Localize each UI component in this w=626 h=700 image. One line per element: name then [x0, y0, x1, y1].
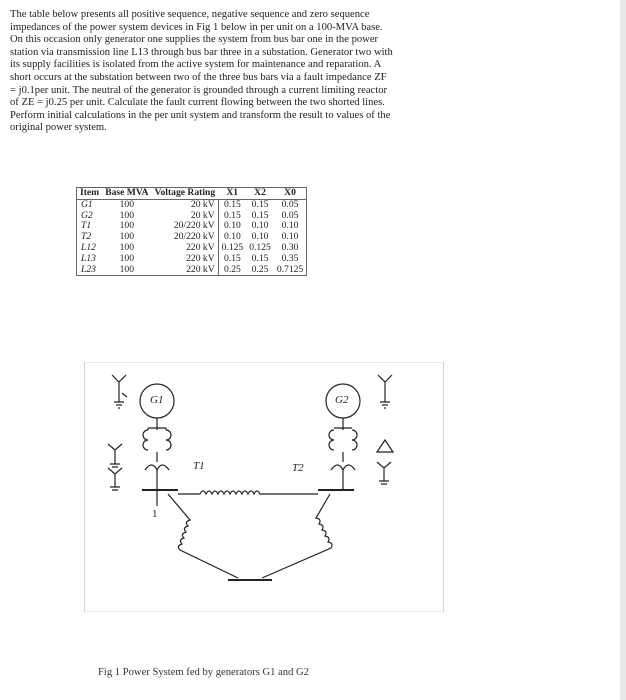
cell-voltage: 20/220 kV [173, 220, 215, 232]
header-voltage-rating: Voltage Rating [151, 188, 218, 200]
cell-voltage: 20/220 kV [173, 231, 215, 243]
figure-caption: Fig 1 Power System fed by generators G1 and G2 [98, 667, 309, 678]
cell-x1: 0.15 [218, 199, 246, 210]
cell-x1: 0.125 [218, 243, 246, 254]
line-l13 [168, 494, 238, 578]
g1-wye-grounded-icon [112, 375, 127, 408]
cell-voltage: 220 kV [186, 263, 215, 275]
cell-item: L13 [81, 252, 96, 264]
cell-mva: 100 [119, 209, 135, 221]
g2-wye-grounded-icon [378, 375, 392, 408]
cell-mva: 100 [119, 198, 135, 210]
t2-label: T2 [292, 462, 304, 474]
t2-delta-icon [377, 440, 393, 452]
cell-item: G1 [81, 198, 93, 210]
cell-mva: 100 [119, 252, 135, 264]
cell-x1: 0.10 [218, 221, 246, 232]
cell-x1: 0.10 [218, 232, 246, 243]
cell-x0: 0.10 [281, 220, 299, 232]
cell-x2: 0.10 [251, 231, 269, 243]
header-item: Item [77, 188, 103, 200]
t1-label: T1 [193, 460, 205, 472]
cell-item: T1 [81, 220, 92, 232]
header-x2: X2 [246, 188, 274, 200]
problem-statement: The table below presents all positive sequence, negative sequence and zero sequence impedances of the power system devices in Fig 1 below in per unit on a 100-MVA base. On this occasion only generator one supplies the system from bus bar one in the power station via transmission line L13 through bus bar three in a substation. Generator two with its supply facilities is isolated from the active system for maintenance and reparation. A short occurs at the substation between two of the three bus bars via a fault impedance ZF = j0.1per unit. The neutral of the generator is grounded through a current limiting reactor of ZE = j0.25 per unit. Calculate the fault current flowing between the two shorted lines. Perform initial calculations in the per unit system and transform the result to values of the original power system. [10, 9, 393, 134]
cell-item: L23 [81, 263, 96, 275]
transformer-t1-symbol [143, 418, 171, 506]
header-base-mva: Base MVA [102, 188, 151, 200]
cell-voltage: 220 kV [186, 241, 215, 253]
cell-mva: 100 [119, 220, 135, 232]
cell-voltage: 220 kV [186, 252, 215, 264]
cell-mva: 100 [119, 263, 135, 275]
cell-x2: 0.15 [251, 209, 269, 221]
cell-item: G2 [81, 209, 93, 221]
cell-x0: 0.10 [281, 231, 299, 243]
header-x0: X0 [274, 188, 307, 200]
header-x1: X1 [218, 188, 246, 200]
cell-item: T2 [81, 231, 92, 243]
bus-1-label: 1 [152, 508, 158, 520]
cell-x2: 0.25 [251, 263, 269, 275]
cell-x2: 0.15 [251, 252, 269, 264]
cell-x1: 0.15 [218, 254, 246, 265]
cell-x2: 0.125 [249, 241, 271, 253]
transformer-t2-symbol [329, 418, 357, 490]
t2-secondary-wye-grounded-icon [377, 462, 391, 484]
cell-x0: 0.05 [281, 209, 299, 221]
cell-x1: 0.15 [218, 211, 246, 222]
g2-label: G2 [335, 394, 349, 406]
cell-x2: 0.10 [251, 220, 269, 232]
cell-mva: 100 [119, 231, 135, 243]
g1-label: G1 [150, 394, 164, 406]
cell-voltage: 20 kV [190, 198, 215, 210]
cell-x0: 0.7125 [276, 263, 304, 275]
t1-secondary-wye-grounded-icon [108, 468, 122, 490]
cell-x2: 0.15 [251, 198, 269, 210]
cell-mva: 100 [119, 241, 135, 253]
cell-x0: 0.30 [281, 241, 299, 253]
line-l12 [178, 491, 318, 494]
cell-item: L12 [81, 241, 96, 253]
cell-x1: 0.25 [218, 265, 246, 276]
line-l23 [262, 494, 332, 578]
t1-primary-wye-grounded-icon [108, 444, 122, 467]
cell-voltage: 20 kV [190, 209, 215, 221]
cell-x0: 0.35 [281, 252, 299, 264]
cell-x0: 0.05 [281, 198, 299, 210]
